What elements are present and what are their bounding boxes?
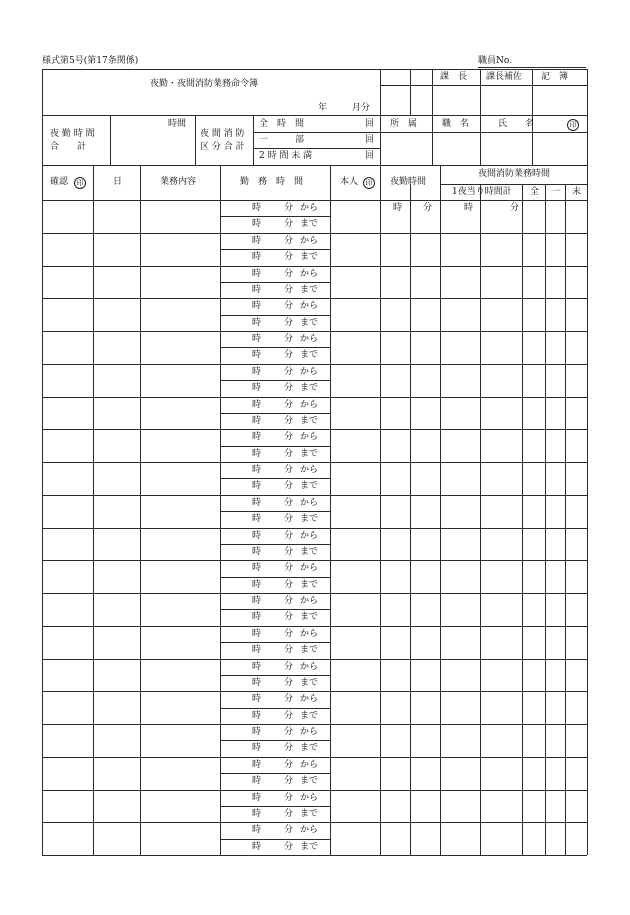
row-line: [42, 757, 587, 758]
row-line: [42, 397, 587, 398]
subrow-line: [220, 249, 330, 250]
to-mark: まで: [300, 350, 319, 360]
col-line: [140, 165, 141, 855]
minute-mark: 分: [284, 318, 294, 328]
hour-mark: 時: [252, 465, 262, 475]
year-label: 年: [318, 103, 328, 113]
hour-mark: 時: [252, 563, 262, 573]
subrow-line: [220, 708, 330, 709]
col-line: [440, 165, 441, 855]
subrow-line: [220, 282, 330, 283]
hour-mark: 時: [252, 743, 262, 753]
row-line: [42, 266, 587, 267]
minute-mark: 分: [284, 465, 294, 475]
row-line: [42, 429, 587, 430]
category-row-label: 2 時 間 未 満: [259, 151, 313, 161]
hour-mark: 時: [252, 547, 262, 557]
minute-mark: 分: [284, 285, 294, 295]
col-line: [565, 184, 566, 855]
subrow-line: [220, 609, 330, 610]
minute-mark: 分: [284, 727, 294, 737]
to-mark: まで: [300, 711, 319, 721]
to-mark: まで: [300, 318, 319, 328]
duty-hour-mark: 時: [464, 203, 474, 213]
under-header: 未: [572, 187, 582, 197]
hour-mark: 時: [252, 776, 262, 786]
to-mark: まで: [300, 449, 319, 459]
to-mark: まで: [300, 645, 319, 655]
subrow-line: [220, 216, 330, 217]
hour-mark: 時: [252, 203, 262, 213]
partial-header: 一: [551, 187, 561, 197]
hour-mark: 時: [252, 383, 262, 393]
hour-mark: 時: [252, 825, 262, 835]
category-row-unit: 回: [365, 135, 375, 145]
from-mark: から: [300, 269, 319, 279]
row-line: [42, 462, 587, 463]
minute-mark: 分: [284, 203, 294, 213]
hour-mark: 時: [252, 432, 262, 442]
hour-mark: 時: [252, 219, 262, 229]
minute-mark: 分: [284, 350, 294, 360]
minute-mark: 分: [284, 711, 294, 721]
to-mark: まで: [300, 776, 319, 786]
subrow-line: [220, 478, 330, 479]
to-mark: まで: [300, 809, 319, 819]
minute-mark: 分: [284, 580, 294, 590]
name-label: 氏 名: [498, 119, 535, 129]
subrow-line: [220, 380, 330, 381]
category-row-label: 一 部: [259, 135, 305, 145]
hour-mark: 時: [252, 416, 262, 426]
hour-mark: 時: [252, 596, 262, 606]
subrow-line: [220, 544, 330, 545]
subrow-line: [220, 315, 330, 316]
hour-mark: 時: [252, 662, 262, 672]
night-total-label: 夜 勤 時 間 合 計: [50, 129, 95, 152]
full-header: 全: [530, 187, 540, 197]
staff-number-label: 職員No.: [478, 56, 512, 66]
col-line: [522, 184, 523, 855]
hour-mark: 時: [252, 498, 262, 508]
subrow-line: [220, 347, 330, 348]
minute-mark: 分: [284, 596, 294, 606]
dept-label: 所 属: [390, 119, 418, 129]
totals-split-b: [195, 115, 196, 165]
hour-mark: 時: [252, 449, 262, 459]
minute-mark: 分: [284, 563, 294, 573]
column-header-bottom: [42, 200, 587, 201]
row-line: [42, 626, 587, 627]
approval-header-line: [380, 85, 587, 86]
hour-mark: 時: [252, 236, 262, 246]
minute-mark: 分: [284, 842, 294, 852]
work-time-header: 勤 務 時 間: [240, 177, 304, 187]
confirm-header: 確認: [50, 177, 69, 187]
form-reference: 様式第5号(第17条関係): [42, 56, 139, 66]
deputy-label: 課長補佐: [486, 72, 523, 82]
minute-mark: 分: [284, 825, 294, 835]
to-mark: まで: [300, 252, 319, 262]
from-mark: から: [300, 465, 319, 475]
approval-bottom: [380, 115, 587, 116]
hour-mark: 時: [252, 514, 262, 524]
approval-chief-left: [432, 69, 433, 165]
hour-mark: 時: [252, 334, 262, 344]
col-line: [545, 184, 546, 855]
approval-chief-right: [480, 69, 481, 165]
hour-mark: 時: [252, 760, 262, 770]
col-line: [330, 165, 331, 855]
to-mark: まで: [300, 547, 319, 557]
minute-mark: 分: [284, 793, 294, 803]
subrow-line: [220, 675, 330, 676]
night-minute-mark: 分: [423, 203, 433, 213]
hour-mark: 時: [252, 842, 262, 852]
row-line: [42, 822, 587, 823]
totals-row-1: [253, 132, 380, 133]
row-line: [42, 528, 587, 529]
subrow-line: [220, 773, 330, 774]
hour-mark: 時: [252, 645, 262, 655]
row-line: [42, 593, 587, 594]
from-mark: から: [300, 203, 319, 213]
hour-mark: 時: [252, 252, 262, 262]
minute-mark: 分: [284, 498, 294, 508]
minute-mark: 分: [284, 269, 294, 279]
from-mark: から: [300, 301, 319, 311]
header-split: [42, 115, 380, 116]
to-mark: まで: [300, 481, 319, 491]
minute-mark: 分: [284, 383, 294, 393]
minute-mark: 分: [284, 662, 294, 672]
subrow-line: [220, 806, 330, 807]
from-mark: から: [300, 694, 319, 704]
from-mark: から: [300, 236, 319, 246]
minute-mark: 分: [284, 481, 294, 491]
minute-mark: 分: [284, 432, 294, 442]
from-mark: から: [300, 400, 319, 410]
minute-mark: 分: [284, 236, 294, 246]
hour-mark: 時: [252, 481, 262, 491]
to-mark: まで: [300, 383, 319, 393]
row-line: [42, 560, 587, 561]
hour-mark: 時: [252, 612, 262, 622]
row-line: [42, 298, 587, 299]
table-bottom: [42, 855, 587, 856]
to-mark: まで: [300, 580, 319, 590]
col-line: [410, 184, 411, 855]
from-mark: から: [300, 825, 319, 835]
totals-split-a: [110, 115, 111, 165]
hour-mark: 時: [252, 318, 262, 328]
to-mark: まで: [300, 612, 319, 622]
minute-mark: 分: [284, 612, 294, 622]
night-hour-mark: 時: [393, 203, 403, 213]
row-line: [42, 495, 587, 496]
totals-row-2: [253, 148, 380, 149]
subrow-line: [220, 839, 330, 840]
staff-number-underline: [478, 67, 586, 68]
from-mark: から: [300, 531, 319, 541]
subrow-line: [220, 642, 330, 643]
table-top: [42, 69, 587, 70]
approval-left: [410, 69, 411, 115]
row-line: [42, 659, 587, 660]
totals-bottom: [42, 165, 587, 166]
row-line: [42, 724, 587, 725]
from-mark: から: [300, 629, 319, 639]
month-label: 月分: [352, 103, 371, 113]
totals-split-c: [253, 115, 254, 165]
confirm-stamp-icon: 印: [74, 177, 86, 189]
subrow-line: [220, 740, 330, 741]
hour-mark: 時: [252, 793, 262, 803]
row-line: [42, 691, 587, 692]
day-header: 日: [113, 177, 123, 187]
recorder-label: 記 簿: [541, 72, 569, 82]
minute-mark: 分: [284, 301, 294, 311]
category-row-label: 全 時 間: [259, 119, 305, 129]
category-row-unit: 回: [365, 151, 375, 161]
staff-header-line: [380, 132, 587, 133]
row-line: [42, 233, 587, 234]
task-header: 業務内容: [160, 177, 197, 187]
minute-mark: 分: [284, 809, 294, 819]
night-time-header: 夜勤時間: [390, 177, 427, 187]
from-mark: から: [300, 563, 319, 573]
to-mark: まで: [300, 416, 319, 426]
fire-duty-header: 夜間消防業務時間: [478, 169, 551, 179]
position-label: 職 名: [442, 119, 470, 129]
minute-mark: 分: [284, 531, 294, 541]
minute-mark: 分: [284, 645, 294, 655]
to-mark: まで: [300, 514, 319, 524]
minute-mark: 分: [284, 694, 294, 704]
from-mark: から: [300, 662, 319, 672]
from-mark: から: [300, 727, 319, 737]
minute-mark: 分: [284, 547, 294, 557]
hour-mark: 時: [252, 580, 262, 590]
subrow-line: [220, 413, 330, 414]
self-stamp-icon: 印: [363, 177, 375, 189]
minute-mark: 分: [284, 514, 294, 524]
minute-mark: 分: [284, 367, 294, 377]
from-mark: から: [300, 793, 319, 803]
to-mark: まで: [300, 285, 319, 295]
minute-mark: 分: [284, 219, 294, 229]
row-line: [42, 364, 587, 365]
row-line: [42, 790, 587, 791]
to-mark: まで: [300, 842, 319, 852]
hours-unit: 時間: [168, 119, 187, 129]
minute-mark: 分: [284, 449, 294, 459]
minute-mark: 分: [284, 678, 294, 688]
fire-duty-split: [440, 184, 587, 185]
subrow-line: [220, 511, 330, 512]
category-row-unit: 回: [365, 119, 375, 129]
minute-mark: 分: [284, 776, 294, 786]
minute-mark: 分: [284, 743, 294, 753]
to-mark: まで: [300, 219, 319, 229]
minute-mark: 分: [284, 400, 294, 410]
name-stamp-icon: 印: [567, 119, 579, 131]
hour-mark: 時: [252, 269, 262, 279]
duty-minute-mark: 分: [510, 203, 520, 213]
from-mark: から: [300, 367, 319, 377]
per-night-header: 1夜当り時間計: [452, 187, 512, 197]
table-right: [587, 69, 588, 855]
hour-mark: 時: [252, 285, 262, 295]
hour-mark: 時: [252, 400, 262, 410]
hour-mark: 時: [252, 301, 262, 311]
chief-label: 課 長: [440, 72, 468, 82]
approval-deputy-right: [532, 69, 533, 165]
col-line: [480, 184, 481, 855]
hour-mark: 時: [252, 694, 262, 704]
to-mark: まで: [300, 678, 319, 688]
hour-mark: 時: [252, 711, 262, 721]
hour-mark: 時: [252, 727, 262, 737]
from-mark: から: [300, 498, 319, 508]
minute-mark: 分: [284, 334, 294, 344]
from-mark: から: [300, 596, 319, 606]
col-line: [93, 165, 94, 855]
hour-mark: 時: [252, 531, 262, 541]
form-title: 夜勤・夜間消防業務命令簿: [150, 79, 259, 89]
row-line: [42, 331, 587, 332]
from-mark: から: [300, 334, 319, 344]
subrow-line: [220, 446, 330, 447]
hour-mark: 時: [252, 809, 262, 819]
minute-mark: 分: [284, 629, 294, 639]
hour-mark: 時: [252, 350, 262, 360]
subrow-line: [220, 577, 330, 578]
hour-mark: 時: [252, 678, 262, 688]
category-total-label: 夜 間 消 防 区 分 合 計: [200, 129, 245, 152]
minute-mark: 分: [284, 252, 294, 262]
to-mark: まで: [300, 743, 319, 753]
from-mark: から: [300, 432, 319, 442]
self-header: 本人: [340, 177, 359, 187]
minute-mark: 分: [284, 760, 294, 770]
col-line: [220, 165, 221, 855]
hour-mark: 時: [252, 367, 262, 377]
minute-mark: 分: [284, 416, 294, 426]
hour-mark: 時: [252, 629, 262, 639]
from-mark: から: [300, 760, 319, 770]
